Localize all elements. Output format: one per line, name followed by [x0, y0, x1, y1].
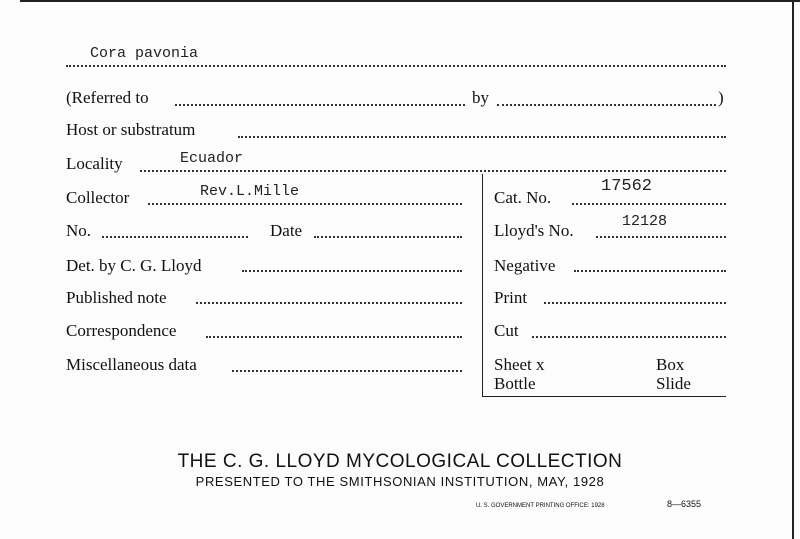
form-number: 8—6355: [667, 499, 702, 509]
lloyds-no-value: 12128: [622, 213, 668, 230]
cut-line: [532, 336, 726, 338]
box-left-border: [482, 174, 483, 396]
box-label: Box: [656, 355, 685, 374]
by-label: by: [472, 88, 489, 107]
collection-title: THE C. G. LLOYD MYCOLOGICAL COLLECTION: [177, 451, 623, 472]
cat-no-value: 17562: [601, 177, 653, 196]
det-by-line: [242, 270, 462, 272]
lloyds-no-line: [596, 236, 726, 238]
misc-label: Miscellaneous data: [66, 355, 197, 374]
no-line: [102, 236, 248, 238]
by-line: [497, 104, 716, 106]
referred-to-label: (Referred to: [66, 88, 149, 107]
print-label: Print: [494, 288, 528, 307]
cat-no-label: Cat. No.: [494, 188, 552, 207]
locality-label: Locality: [66, 154, 123, 173]
misc-line: [232, 370, 462, 372]
printing-office-note: U. S. GOVERNMENT PRINTING OFFICE: 1928: [476, 503, 605, 509]
negative-label: Negative: [494, 256, 556, 275]
locality-value: Ecuador: [180, 150, 244, 167]
specimen-name-line: [66, 65, 726, 67]
collector-line: [148, 203, 462, 205]
host-label: Host or substratum: [66, 120, 196, 139]
collection-subtitle: PRESENTED TO THE SMITHSONIAN INSTITUTION, MAY, 1928: [195, 474, 605, 489]
published-note-line: [196, 302, 462, 304]
collector-label: Collector: [66, 188, 130, 207]
date-line: [314, 236, 462, 238]
cut-label: Cut: [494, 321, 519, 340]
correspondence-line: [206, 336, 462, 338]
referred-to-line: [175, 104, 465, 106]
close-paren: ): [718, 88, 724, 107]
correspondence-label: Correspondence: [66, 321, 177, 340]
collector-value: Rev.L.Mille: [200, 183, 300, 200]
published-note-label: Published note: [66, 288, 167, 307]
box-bottom-border: [482, 396, 726, 397]
sheet-label: Sheet x: [494, 355, 545, 374]
det-by-label: Det. by C. G. Lloyd: [66, 256, 202, 275]
lloyds-no-label: Lloyd's No.: [494, 221, 574, 240]
host-line: [238, 136, 726, 138]
specimen-name: Cora pavonia: [90, 45, 199, 62]
bottle-label: Bottle: [494, 374, 536, 393]
date-label: Date: [270, 221, 303, 240]
slide-label: Slide: [656, 374, 691, 393]
card-top-edge: [20, 0, 800, 2]
print-line: [544, 302, 726, 304]
no-label: No.: [66, 221, 92, 240]
cat-no-line: [572, 203, 726, 205]
locality-line: [140, 170, 726, 172]
negative-line: [574, 270, 726, 272]
